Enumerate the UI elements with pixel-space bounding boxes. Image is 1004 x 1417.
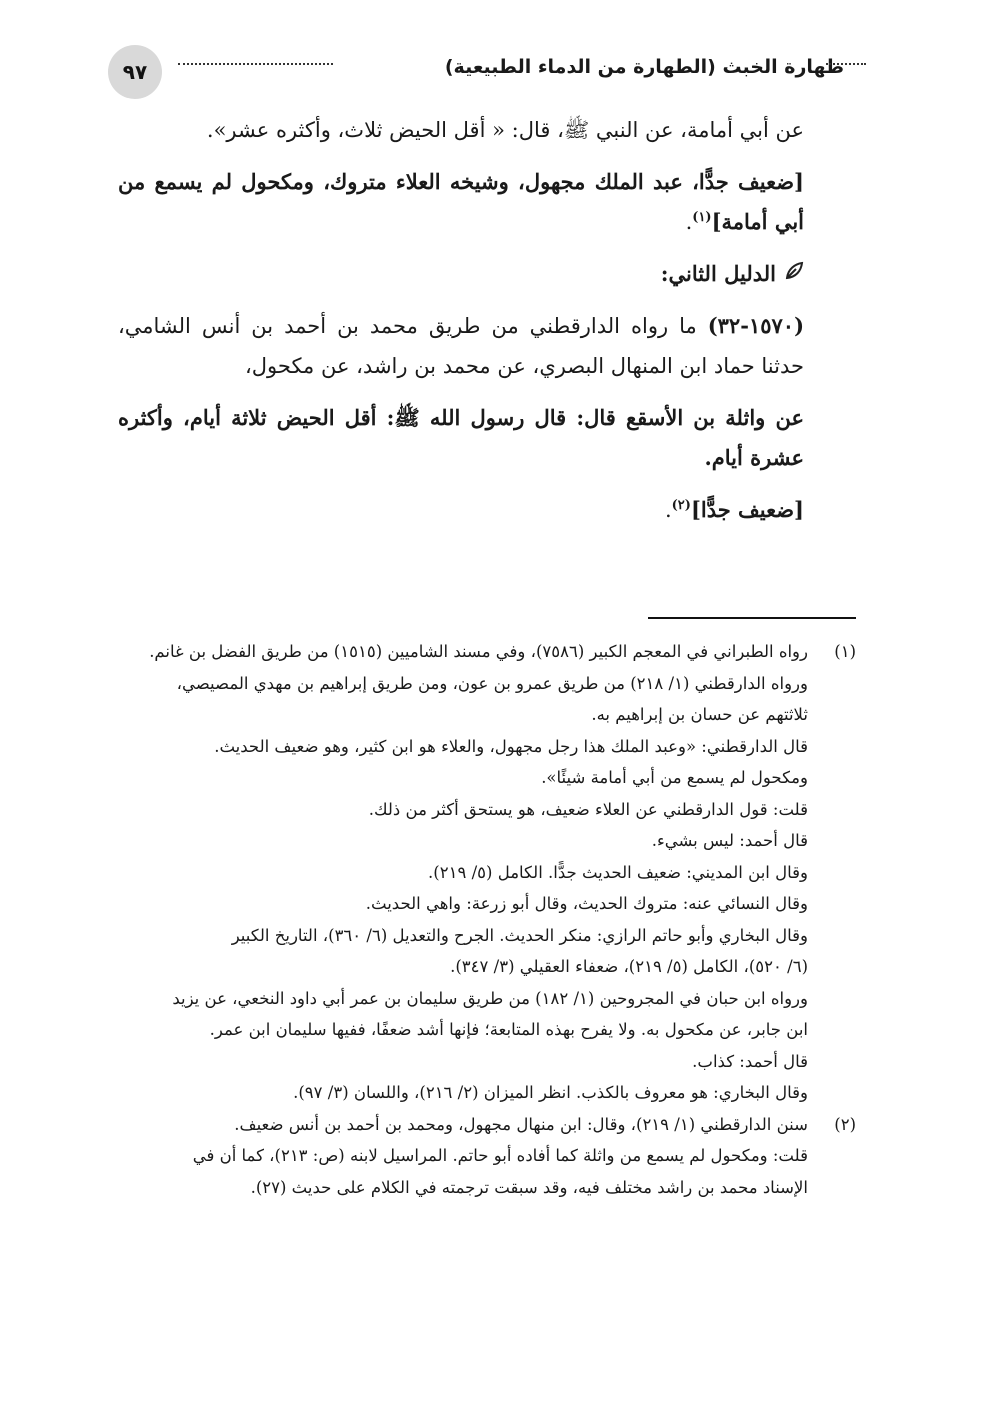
footnotes <box>118 636 856 1203</box>
footnote-line: ومكحول لم يسمع من أبي أمامة شيئًا». <box>541 768 808 787</box>
hadith-number: (١٥٧٠-٣٢) <box>707 313 804 338</box>
header-dotted-leader-right <box>826 63 866 65</box>
hadith-text-2: عن واثلة بن الأسقع قال: قال رسول الله ﷺ: أقل الحيض ثلاثة أيام، وأكثره عشرة أيام. <box>118 405 804 470</box>
leaf-ornament-icon <box>784 254 804 294</box>
footnote-line: ابن جابر، عن مكحول به. ولا يفرح بهذه المتابعة؛ فإنها أشد ضعفًا، ففيها سليمان ابن عمر. <box>209 1020 808 1039</box>
footnote-1-body <box>118 636 808 1109</box>
header-dotted-leader-left <box>178 63 333 65</box>
grading-2 <box>118 490 856 530</box>
footnote-line: وقال ابن المديني: ضعيف الحديث جدًّا. الكامل (٥/ ٢١٩). <box>428 862 808 882</box>
footnote-2 <box>118 1109 856 1204</box>
grading-1-end: . <box>685 210 693 234</box>
grading-1-text: [ضعيف جدًّا، عبد الملك مجهول، وشيخه العلاء متروك، ومكحول لم يسمع من أبي أمامة] <box>118 169 804 234</box>
footnote-2-body <box>118 1109 808 1204</box>
footnote-line: سنن الدارقطني (١/ ٢١٩)، وقال: ابن منهال مجهول، ومحمد بن أحمد بن أنس ضعيف. <box>234 1114 808 1134</box>
page-number: ٩٧ <box>108 45 162 99</box>
footnote-separator <box>648 617 856 619</box>
footnote-line: قال أحمد: ليس بشيء. <box>651 831 808 850</box>
footnote-line: وقال البخاري وأبو حاتم الرازي: منكر الحديث. الجرح والتعديل (٦/ ٣٦٠)، التاريخ الكبير <box>231 925 808 945</box>
hadith-text-1: عن أبي أمامة، عن النبي ﷺ، قال: « أقل الحيض ثلاث، وأكثره عشر». <box>206 118 804 142</box>
footnote-ref-2[interactable]: (٢) <box>671 498 691 513</box>
footnote-2-number: (٢) <box>834 1114 856 1134</box>
footnote-line: وقال البخاري: هو معروف بالكذب. انظر الميزان (٢/ ٢١٦)، واللسان (٣/ ٩٧). <box>293 1083 808 1102</box>
footnote-line: الإسناد محمد بن راشد مختلف فيه، وقد سبقت ترجمته في الكلام على حديث (٢٧). <box>250 1177 808 1197</box>
footnote-line: قال الدارقطني: «وعبد الملك هذا رجل مجهول، والعلاء هو ابن كثير، وهو ضعيف الحديث. <box>214 736 808 756</box>
main-text <box>118 110 856 542</box>
footnote-line: ورواه ابن حبان في المجروحين (١/ ١٨٢) من طريق سليمان بن عمر أبي داود النخعي، عن يزيد <box>172 988 808 1008</box>
footnote-line: وقال النسائي عنه: متروك الحديث، وقال أبو زرعة: واهي الحديث. <box>365 894 808 913</box>
footnote-line: قال أحمد: كذاب. <box>692 1051 808 1071</box>
hadith-chain-2 <box>118 306 856 386</box>
footnote-1-number: (١) <box>834 642 856 661</box>
grading-2-end: . <box>664 498 672 522</box>
footnote-line: (٦/ ٥٢٠)، الكامل (٥/ ٢١٩)، ضعفاء العقيلي (٣/ ٣٤٧). <box>450 957 808 976</box>
footnote-line: رواه الطبراني في المعجم الكبير (٧٥٨٦)، وفي مسند الشاميين (١٥١٥) من طريق الفضل بن غانم. <box>149 642 808 661</box>
grading-2-text: [ضعيف جدًّا] <box>690 497 804 522</box>
footnote-line: ثلاثتهم عن حسان بن إبراهيم به. <box>591 705 808 724</box>
hadith-chain-2-text: ما رواه الدارقطني من طريق محمد بن أحمد بن أنس الشامي، حدثنا حماد ابن المنهال البصري، عن محمد بن راشد، عن مكحول، <box>118 314 804 378</box>
footnote-line: ورواه الدارقطني (١/ ٢١٨) من طريق عمرو بن عون، ومن طريق إبراهيم بن مهدي المصيصي، <box>176 673 808 693</box>
section-heading <box>118 254 856 294</box>
section-heading-text: الدليل الثاني: <box>660 261 776 286</box>
footnote-1 <box>118 636 856 1109</box>
running-header-title: طهارة الخبث (الطهارة من الدماء الطبيعية) <box>444 56 844 78</box>
grading-1 <box>118 162 856 242</box>
footnote-line: قلت: قول الدارقطني عن العلاء ضعيف، هو يستحق أكثر من ذلك. <box>368 799 808 819</box>
footnote-line: قلت: ومكحول لم يسمع من واثلة كما أفاده أبو حاتم. المراسيل لابنه (ص: ٢١٣)، كما أن في <box>192 1146 808 1165</box>
footnote-ref-1[interactable]: (١) <box>692 210 712 225</box>
